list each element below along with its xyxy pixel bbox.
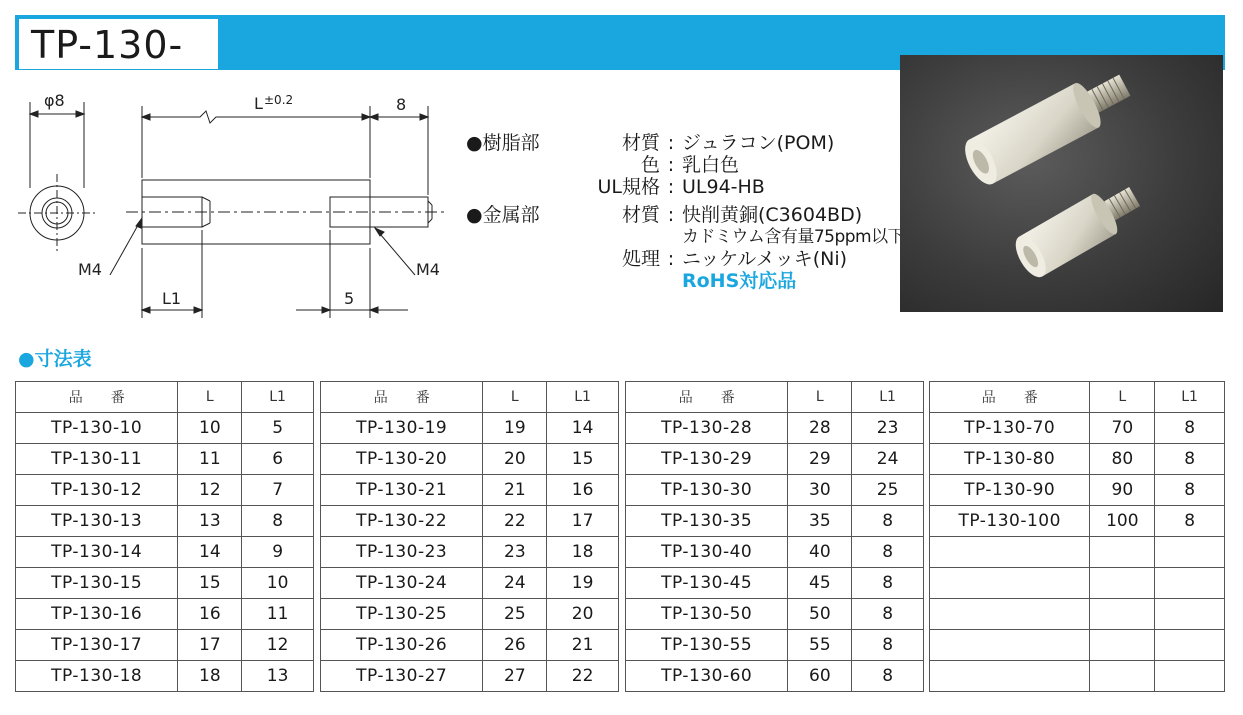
colon: : xyxy=(667,248,675,270)
part-number: TP-130-17 xyxy=(16,630,178,661)
length-label: L xyxy=(254,94,263,113)
part-number: TP-130-19 xyxy=(321,413,483,444)
header-l1: L1 xyxy=(852,382,924,413)
part-number: TP-130-23 xyxy=(321,537,483,568)
part-number: TP-130-14 xyxy=(16,537,178,568)
part-number xyxy=(930,568,1090,599)
part-number: TP-130-24 xyxy=(321,568,483,599)
material-key: 材質 xyxy=(621,132,660,154)
l-value: 55 xyxy=(788,630,852,661)
spec-block xyxy=(466,132,904,292)
ul-key: UL規格 xyxy=(597,176,660,198)
colon: : xyxy=(667,132,675,154)
l1-value: 8 xyxy=(852,630,924,661)
part-number: TP-130-26 xyxy=(321,630,483,661)
l-value: 21 xyxy=(483,475,547,506)
l1-value: 24 xyxy=(852,444,924,475)
l-value: 29 xyxy=(788,444,852,475)
ul-value: UL94-HB xyxy=(682,176,765,198)
treatment-key: 処理 xyxy=(621,248,660,270)
l1-value: 11 xyxy=(242,599,314,630)
l1-value: 8 xyxy=(852,568,924,599)
table-row xyxy=(930,413,1225,444)
part-number: TP-130-29 xyxy=(626,444,788,475)
l-value: 40 xyxy=(788,537,852,568)
l-value: 45 xyxy=(788,568,852,599)
part-number: TP-130-28 xyxy=(626,413,788,444)
table-row xyxy=(321,506,619,537)
part-number: TP-130-11 xyxy=(16,444,178,475)
table-row xyxy=(930,568,1225,599)
table-row xyxy=(16,506,314,537)
l-value xyxy=(1090,661,1155,692)
l-value: 16 xyxy=(178,599,242,630)
l-value: 25 xyxy=(483,599,547,630)
part-number: TP-130-50 xyxy=(626,599,788,630)
l1-value xyxy=(1155,537,1225,568)
part-number: TP-130-35 xyxy=(626,506,788,537)
header-l1: L1 xyxy=(242,382,314,413)
l1-value: 22 xyxy=(547,661,619,692)
header-l1: L1 xyxy=(547,382,619,413)
table-row xyxy=(626,475,924,506)
dimension-table-2 xyxy=(320,381,619,692)
resin-section-label: ●樹脂部 xyxy=(466,132,540,154)
table-row xyxy=(16,413,314,444)
l-value xyxy=(1090,599,1155,630)
l1-value xyxy=(1155,661,1225,692)
table-row xyxy=(930,506,1225,537)
part-number: TP-130-16 xyxy=(16,599,178,630)
dimension-table-3 xyxy=(625,381,924,692)
l-value xyxy=(1090,630,1155,661)
part-number: TP-130-40 xyxy=(626,537,788,568)
l1-value: 8 xyxy=(242,506,314,537)
l-value xyxy=(1090,537,1155,568)
table-row xyxy=(626,661,924,692)
l1-value: 21 xyxy=(547,630,619,661)
part-number xyxy=(930,599,1090,630)
page-title: TP-130- xyxy=(18,18,218,70)
l1-value: 8 xyxy=(852,537,924,568)
l1-value: 19 xyxy=(547,568,619,599)
table-row xyxy=(16,444,314,475)
l1-value xyxy=(1155,599,1225,630)
cadmium-note: カドミウム含有量75ppm以下 xyxy=(682,227,905,247)
part-number: TP-130-13 xyxy=(16,506,178,537)
table-row xyxy=(930,661,1225,692)
l1-value xyxy=(1155,630,1225,661)
color-value: 乳白色 xyxy=(682,154,740,176)
table-row xyxy=(930,599,1225,630)
header-part-number: 品 番 xyxy=(321,382,483,413)
header-l: L xyxy=(788,382,852,413)
table-row xyxy=(930,444,1225,475)
m4-left-label: M4 xyxy=(78,260,102,279)
l1-label: L1 xyxy=(162,289,182,308)
part-number: TP-130-12 xyxy=(16,475,178,506)
l1-value: 8 xyxy=(1155,506,1225,537)
product-photo xyxy=(900,55,1223,312)
rohs-label: RoHS対応品 xyxy=(682,270,797,292)
l-value: 27 xyxy=(483,661,547,692)
l-value: 90 xyxy=(1090,475,1155,506)
colon: : xyxy=(667,176,675,198)
part-number: TP-130-18 xyxy=(16,661,178,692)
l1-value: 16 xyxy=(547,475,619,506)
metal-material: 快削黄銅(C3604BD) xyxy=(682,204,863,226)
table-row xyxy=(321,661,619,692)
l-value: 50 xyxy=(788,599,852,630)
l1-value: 8 xyxy=(852,661,924,692)
table-row xyxy=(626,413,924,444)
table-row xyxy=(626,537,924,568)
header-part-number: 品 番 xyxy=(930,382,1090,413)
part-number: TP-130-27 xyxy=(321,661,483,692)
table-row xyxy=(626,568,924,599)
l-value: 12 xyxy=(178,475,242,506)
l1-value: 10 xyxy=(242,568,314,599)
spacer-drawing xyxy=(0,80,460,330)
l-value: 14 xyxy=(178,537,242,568)
depth-label: 5 xyxy=(344,289,355,308)
l-value: 10 xyxy=(178,413,242,444)
l-value: 11 xyxy=(178,444,242,475)
resin-material: ジュラコン(POM) xyxy=(682,132,835,154)
table-row xyxy=(321,630,619,661)
l1-value xyxy=(1155,568,1225,599)
metal-section-label: ●金属部 xyxy=(466,204,540,226)
l-value: 70 xyxy=(1090,413,1155,444)
l1-value: 8 xyxy=(852,599,924,630)
part-number: TP-130-80 xyxy=(930,444,1090,475)
l1-value: 23 xyxy=(852,413,924,444)
table-row xyxy=(16,475,314,506)
table-row xyxy=(626,599,924,630)
l1-value: 8 xyxy=(852,506,924,537)
table-row xyxy=(16,537,314,568)
m4-right-label: M4 xyxy=(416,260,440,279)
length-tol: ±0.2 xyxy=(264,93,294,107)
header-l1: L1 xyxy=(1155,382,1225,413)
table-row xyxy=(16,568,314,599)
treatment-value: ニッケルメッキ(Ni) xyxy=(682,248,848,270)
l1-value: 12 xyxy=(242,630,314,661)
l-value: 22 xyxy=(483,506,547,537)
table-row xyxy=(930,630,1225,661)
table-row xyxy=(321,475,619,506)
part-number: TP-130-15 xyxy=(16,568,178,599)
l1-value: 20 xyxy=(547,599,619,630)
l-value: 28 xyxy=(788,413,852,444)
header-l: L xyxy=(483,382,547,413)
l1-value: 8 xyxy=(1155,475,1225,506)
dimension-table-1 xyxy=(15,381,314,692)
header-l: L xyxy=(178,382,242,413)
table-row xyxy=(16,599,314,630)
l1-value: 17 xyxy=(547,506,619,537)
part-number: TP-130-30 xyxy=(626,475,788,506)
part-number: TP-130-55 xyxy=(626,630,788,661)
part-number: TP-130-100 xyxy=(930,506,1090,537)
part-number xyxy=(930,537,1090,568)
thread-length-label: 8 xyxy=(396,95,407,114)
part-number xyxy=(930,661,1090,692)
part-number: TP-130-70 xyxy=(930,413,1090,444)
l1-value: 8 xyxy=(1155,444,1225,475)
table-row xyxy=(930,537,1225,568)
l-value: 60 xyxy=(788,661,852,692)
part-number: TP-130-20 xyxy=(321,444,483,475)
part-number xyxy=(930,630,1090,661)
l1-value: 8 xyxy=(1155,413,1225,444)
l-value xyxy=(1090,568,1155,599)
l1-value: 18 xyxy=(547,537,619,568)
l-value: 24 xyxy=(483,568,547,599)
l-value: 19 xyxy=(483,413,547,444)
dimension-table-4 xyxy=(929,381,1225,692)
part-number: TP-130-90 xyxy=(930,475,1090,506)
l-value: 35 xyxy=(788,506,852,537)
l-value: 18 xyxy=(178,661,242,692)
l1-value: 14 xyxy=(547,413,619,444)
l1-value: 6 xyxy=(242,444,314,475)
part-number: TP-130-10 xyxy=(16,413,178,444)
l1-value: 5 xyxy=(242,413,314,444)
l1-value: 13 xyxy=(242,661,314,692)
table-row xyxy=(16,661,314,692)
table-row xyxy=(321,444,619,475)
table-row xyxy=(321,568,619,599)
table-row xyxy=(626,506,924,537)
l-value: 13 xyxy=(178,506,242,537)
l1-value: 9 xyxy=(242,537,314,568)
table-row xyxy=(626,630,924,661)
part-number: TP-130-22 xyxy=(321,506,483,537)
part-number: TP-130-45 xyxy=(626,568,788,599)
part-number: TP-130-25 xyxy=(321,599,483,630)
header-l: L xyxy=(1090,382,1155,413)
header-part-number: 品 番 xyxy=(16,382,178,413)
l-value: 23 xyxy=(483,537,547,568)
part-number: TP-130-60 xyxy=(626,661,788,692)
l1-value: 25 xyxy=(852,475,924,506)
l-value: 17 xyxy=(178,630,242,661)
l-value: 80 xyxy=(1090,444,1155,475)
table-row xyxy=(930,475,1225,506)
l-value: 100 xyxy=(1090,506,1155,537)
l1-value: 7 xyxy=(242,475,314,506)
l-value: 26 xyxy=(483,630,547,661)
table-row xyxy=(321,413,619,444)
l-value: 30 xyxy=(788,475,852,506)
dimension-table-heading: ●寸法表 xyxy=(18,348,92,370)
colon: : xyxy=(667,154,675,176)
l-value: 15 xyxy=(178,568,242,599)
l1-value: 15 xyxy=(547,444,619,475)
table-row xyxy=(626,444,924,475)
colon: : xyxy=(667,204,675,226)
dia-label: φ8 xyxy=(44,91,65,110)
material-key: 材質 xyxy=(621,204,660,226)
color-key: 色 xyxy=(640,154,660,176)
l-value: 20 xyxy=(483,444,547,475)
header-part-number: 品 番 xyxy=(626,382,788,413)
part-number: TP-130-21 xyxy=(321,475,483,506)
table-row xyxy=(321,537,619,568)
table-row xyxy=(321,599,619,630)
table-row xyxy=(16,630,314,661)
